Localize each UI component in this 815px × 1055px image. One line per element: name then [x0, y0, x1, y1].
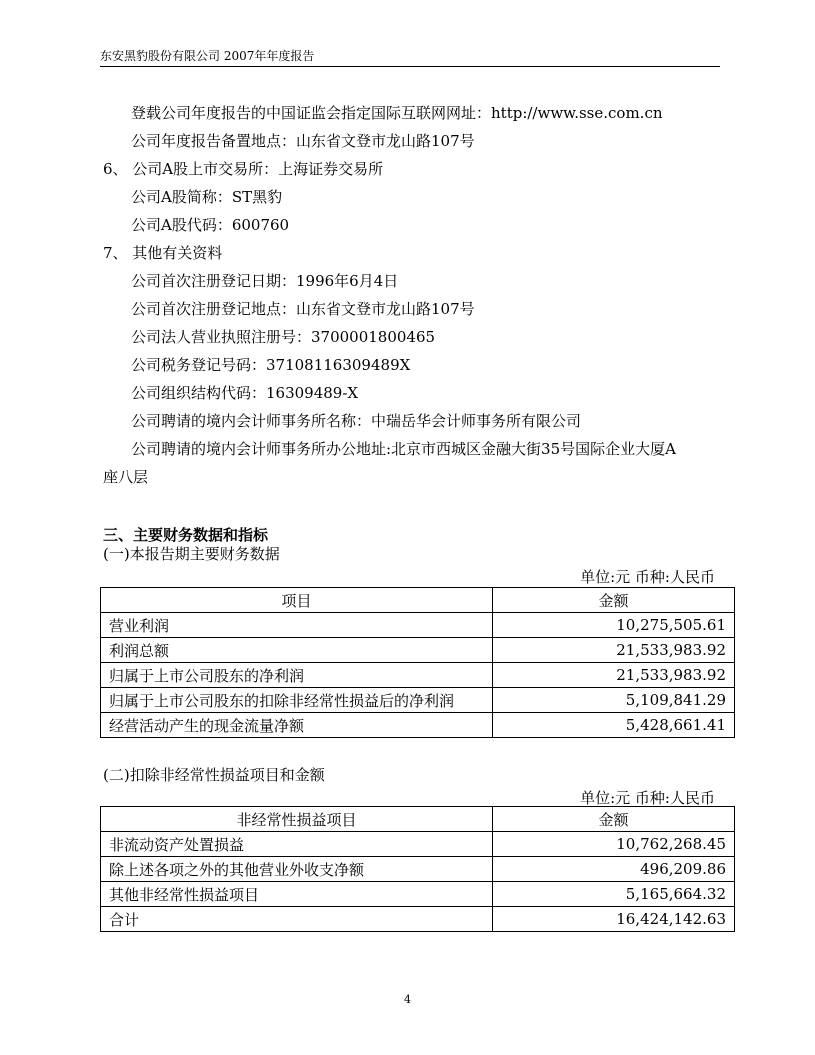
tax-number-line: 公司税务登记号码：37108116309489X — [131, 356, 411, 374]
report-location-line: 公司年度报告备置地点：山东省文登市龙山路107号 — [131, 132, 475, 150]
column-header-item: 项目 — [101, 588, 493, 613]
column-header-amount: 金额 — [493, 588, 735, 613]
column-header-item: 非经常性损益项目 — [101, 807, 493, 832]
auditor-name-line: 公司聘请的境内会计师事务所名称：中瑞岳华会计师事务所有限公司 — [131, 412, 582, 430]
subsection-1-title: (一)本报告期主要财务数据 — [103, 545, 280, 563]
unit-label-1: 单位:元 币种:人民币 — [580, 568, 715, 586]
stock-code-line: 公司A股代码：600760 — [131, 216, 290, 234]
table-row — [101, 613, 735, 638]
row-amount: 10,275,505.61 — [493, 613, 735, 638]
exchange-line: 6、 公司A股上市交易所：上海证券交易所 — [103, 160, 384, 178]
column-header-amount: 金额 — [493, 807, 735, 832]
table-row — [101, 713, 735, 738]
row-label: 经营活动产生的现金流量净额 — [101, 713, 493, 738]
financial-data-table — [100, 587, 735, 738]
row-label: 除上述各项之外的其他营业外收支净额 — [101, 857, 493, 882]
table-row — [101, 638, 735, 663]
license-number-line: 公司法人营业执照注册号：3700001800465 — [131, 328, 436, 346]
unit-label-2: 单位:元 币种:人民币 — [580, 789, 715, 807]
row-label: 营业利润 — [101, 613, 493, 638]
table-header-row — [101, 807, 735, 832]
row-label: 其他非经常性损益项目 — [101, 882, 493, 907]
registration-date-line: 公司首次注册登记日期：1996年6月4日 — [131, 272, 399, 290]
page-header: 东安黑豹股份有限公司 2007年年度报告 — [100, 48, 720, 67]
subsection-2-title: (二)扣除非经常性损益项目和金额 — [103, 766, 325, 784]
org-code-line: 公司组织结构代码：16309489-X — [131, 384, 359, 402]
table-row — [101, 688, 735, 713]
table-row — [101, 663, 735, 688]
row-label: 利润总额 — [101, 638, 493, 663]
row-amount: 10,762,268.45 — [493, 832, 735, 857]
other-info-heading: 7、 其他有关资料 — [103, 244, 223, 262]
nonrecurring-table — [100, 806, 735, 932]
row-label: 归属于上市公司股东的净利润 — [101, 663, 493, 688]
row-label: 归属于上市公司股东的扣除非经常性损益后的净利润 — [101, 688, 493, 713]
auditor-address-line: 公司聘请的境内会计师事务所办公地址:北京市西城区金融大街35号国际企业大厦A — [131, 440, 676, 458]
table-row — [101, 832, 735, 857]
stock-abbr-line: 公司A股简称：ST黑豹 — [131, 188, 283, 206]
registration-place-line: 公司首次注册登记地点：山东省文登市龙山路107号 — [131, 300, 475, 318]
row-label: 合计 — [101, 907, 493, 932]
table-row — [101, 907, 735, 932]
row-amount: 16,424,142.63 — [493, 907, 735, 932]
row-amount: 21,533,983.92 — [493, 638, 735, 663]
row-label: 非流动资产处置损益 — [101, 832, 493, 857]
table-header-row — [101, 588, 735, 613]
row-amount: 21,533,983.92 — [493, 663, 735, 688]
table-row — [101, 857, 735, 882]
auditor-address-cont-line: 座八层 — [103, 468, 149, 486]
website-line: 登载公司年度报告的中国证监会指定国际互联网网址：http://www.sse.com.cn — [131, 104, 663, 122]
row-amount: 5,165,664.32 — [493, 882, 735, 907]
section-title: 三、主要财务数据和指标 — [103, 526, 269, 544]
page-number: 4 — [404, 993, 411, 1006]
table-row — [101, 882, 735, 907]
row-amount: 496,209.86 — [493, 857, 735, 882]
row-amount: 5,428,661.41 — [493, 713, 735, 738]
row-amount: 5,109,841.29 — [493, 688, 735, 713]
